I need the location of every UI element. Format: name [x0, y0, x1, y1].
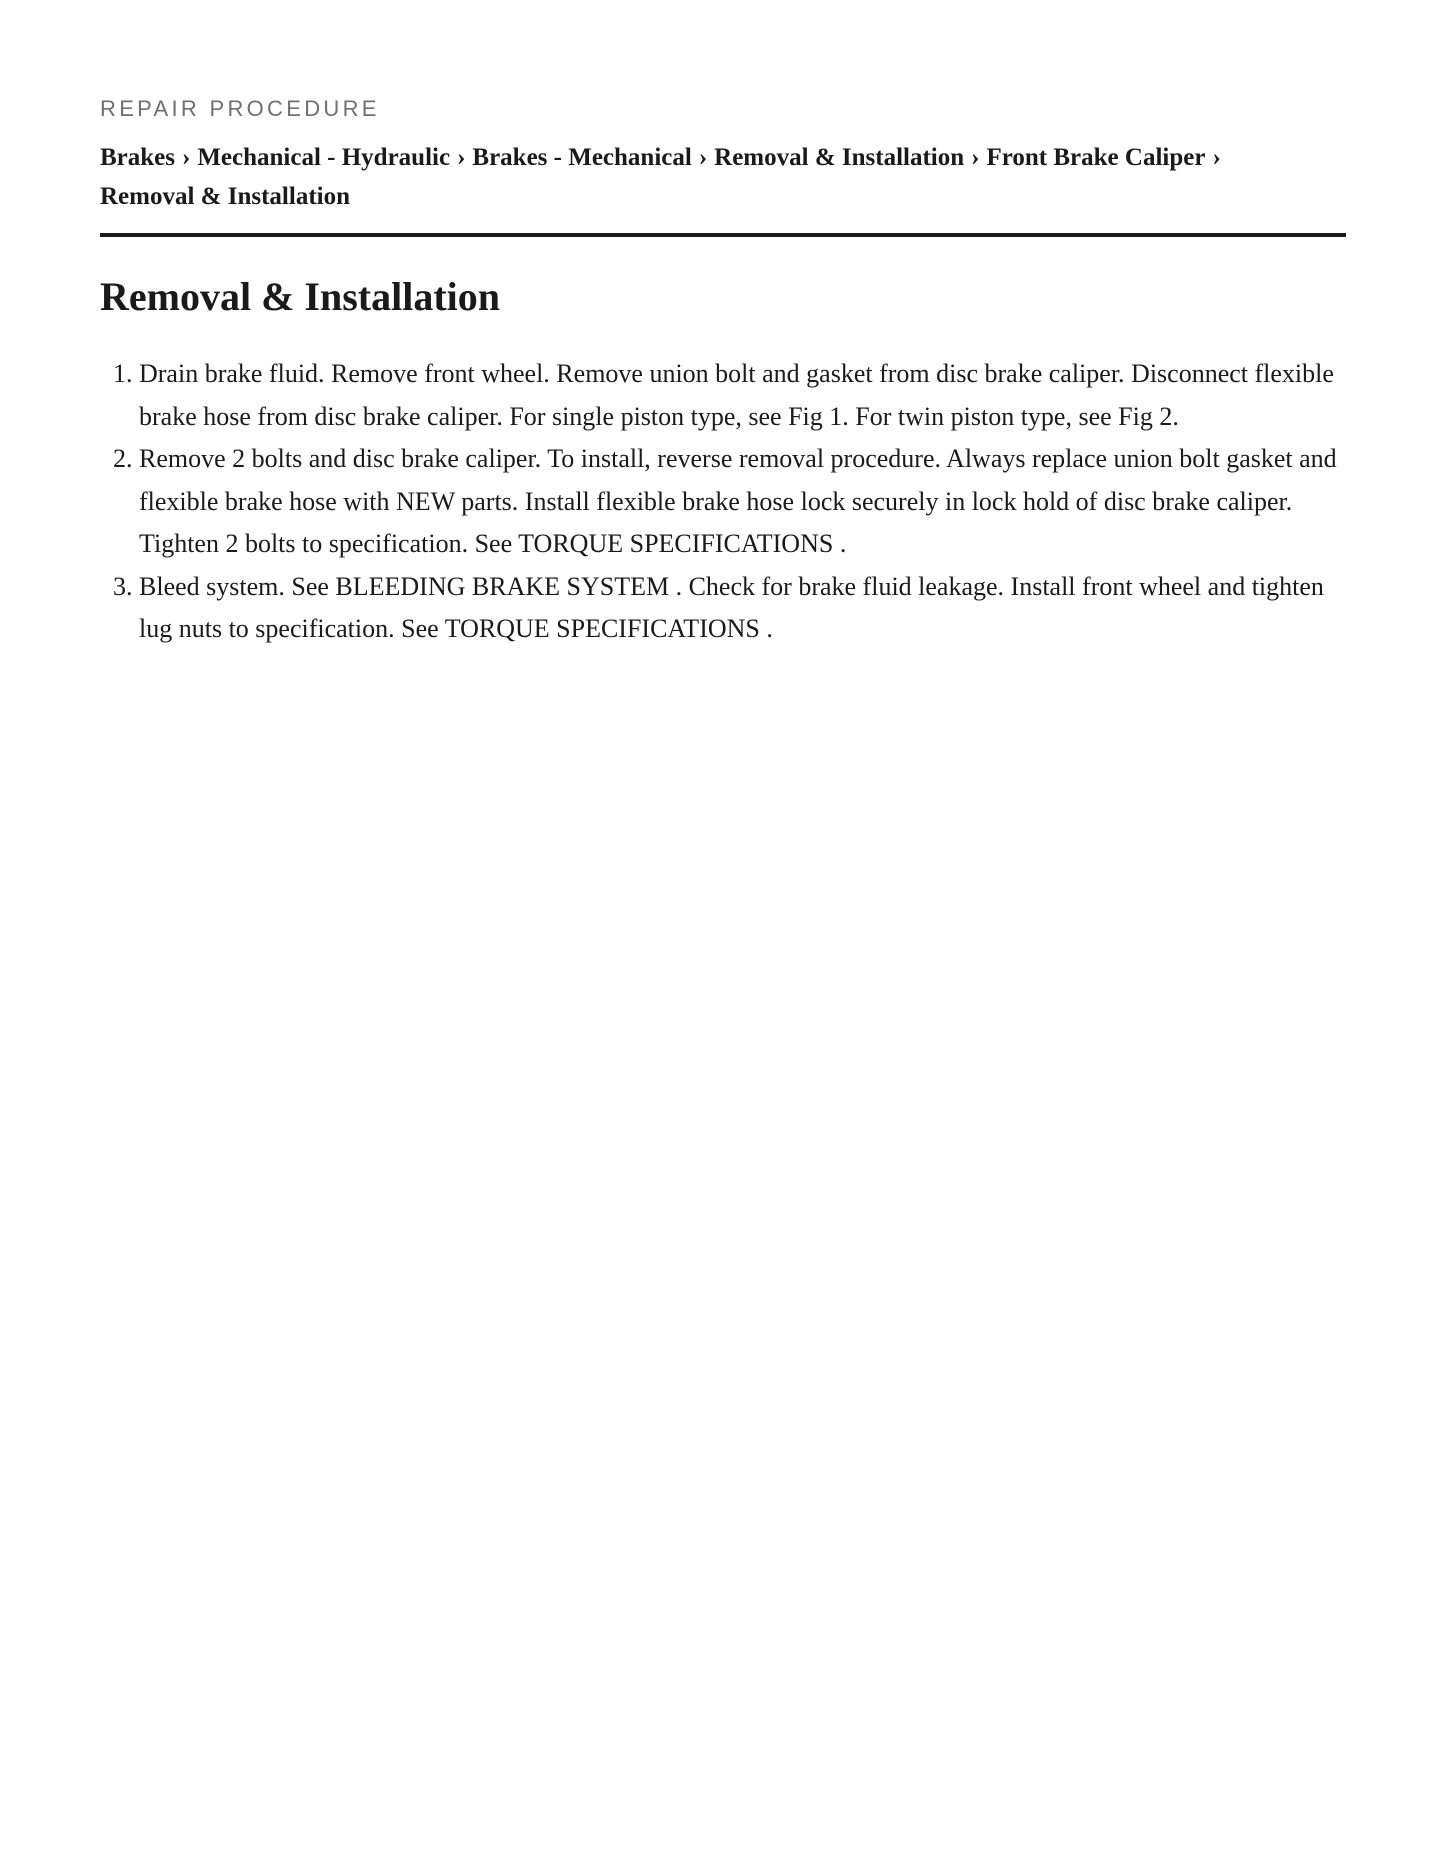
page-title: Removal & Installation	[100, 274, 500, 319]
procedure-step: 3. Bleed system. See BLEEDING BRAKE SYSTEM . Check for brake fluid leakage. Install front wheel and tighten lug nuts to specification. See TORQUE SPECIFICATIONS .	[139, 566, 1346, 651]
document-page	[100, 94, 1346, 651]
breadcrumb	[100, 138, 1346, 237]
breadcrumb-separator: ›	[1212, 144, 1221, 171]
breadcrumb-item: Mechanical - Hydraulic	[197, 144, 451, 171]
breadcrumb-separator: ›	[698, 144, 708, 171]
breadcrumb-item: Brakes - Mechanical	[472, 144, 692, 171]
procedure-step: 2. Remove 2 bolts and disc brake caliper. To install, reverse removal procedure. Always replace union bolt gasket and flexible brake hose with NEW parts. Install flexible brake hose lock securely in lock hold of disc brake caliper. Tighten 2 bolts to specification. See TORQUE SPECIFICATIONS .	[139, 438, 1346, 566]
procedure-step: 1. Drain brake fluid. Remove front wheel. Remove union bolt and gasket from disc brake caliper. Disconnect flexible brake hose from disc brake caliper. For single piston type, see Fig 1. For twin piston type, see Fig 2.	[139, 353, 1346, 438]
breadcrumb-item: Brakes	[100, 144, 175, 171]
breadcrumb-separator: ›	[971, 144, 980, 171]
breadcrumb-separator: ›	[457, 144, 466, 171]
breadcrumb-separator: ›	[182, 144, 191, 171]
breadcrumb-item: Front Brake Caliper	[986, 144, 1206, 171]
breadcrumb-item-current: Removal & Installation	[100, 183, 350, 210]
breadcrumb-item: Removal & Installation	[714, 144, 965, 171]
procedure-steps	[100, 353, 1346, 651]
section-kicker: REPAIR PROCEDURE	[100, 96, 380, 121]
